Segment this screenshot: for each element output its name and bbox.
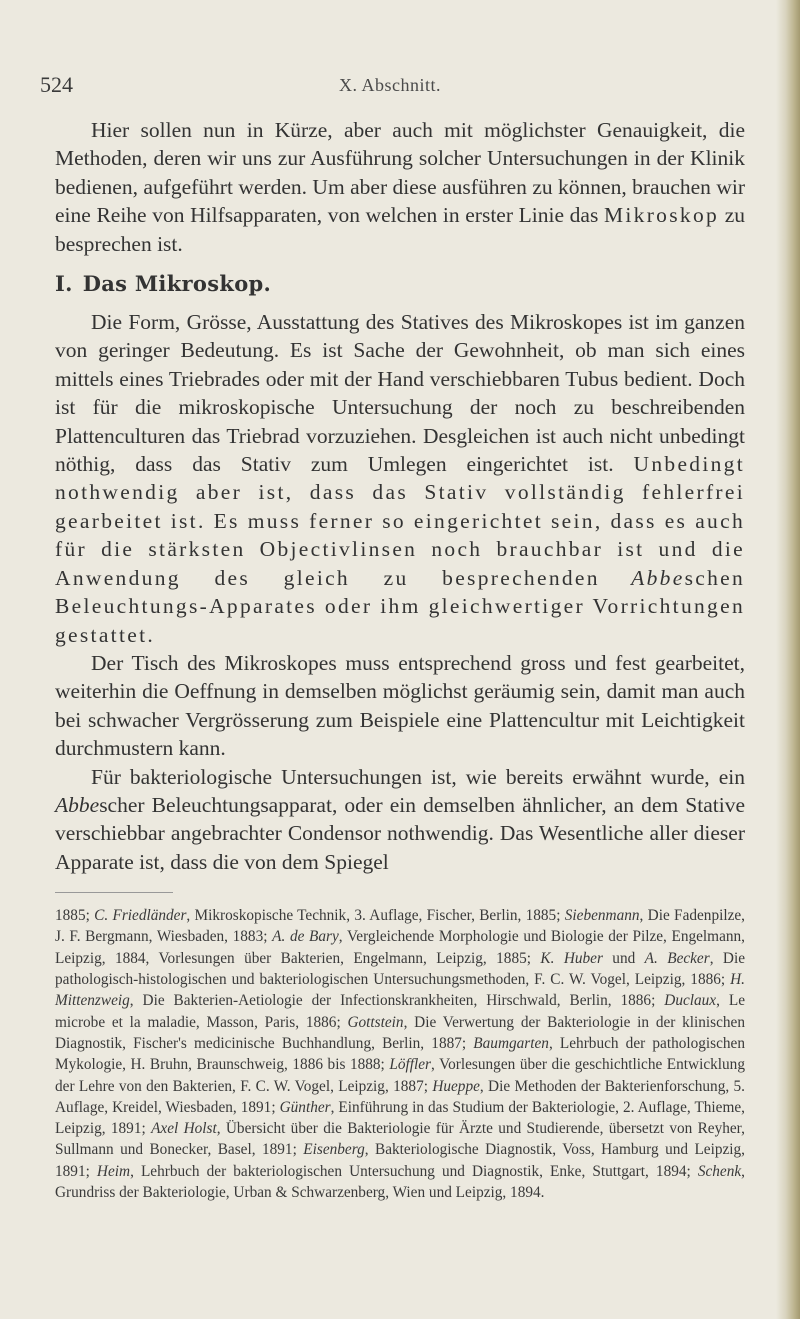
spaced-term-mikroskop: Mikroskop xyxy=(603,203,720,228)
intro-text: Hier sollen nun in Kürze, aber auch mit möglichster Genauigkeit, die Methoden, deren wir uns zur Ausführung solcher Untersuchungen in der Klinik bedienen, aufgeführt werden. Um aber diese ausführen zu können, brauchen wir eine Reihe von Hilfsapparaten, von welchen in erster Linie das xyxy=(55,118,745,228)
footnote-text: , Die Bakterien-Aetiologie der Infectionskrankheiten, Hirschwald, Berlin, 1886; xyxy=(129,992,665,1010)
footnote-author: Löffler xyxy=(389,1056,431,1074)
footnote-rule xyxy=(55,892,173,893)
footnote-author: Axel Holst xyxy=(151,1120,217,1138)
beleuchtung-text-b: scher Beleuchtungsapparat, oder ein demselben ähnlicher, an dem Stative verschiebbar angebrachter Condensor nothwendig. Das Wesentliche aller dieser Apparate ist, dass die von dem Spiegel xyxy=(55,792,745,874)
footnote-text: , Die Verwertung der Bakteriologie in der klinischen Diagnostik, Fischer's medicinische Buchhandlung, Berlin, 1887; xyxy=(55,1013,745,1052)
footnote-text: , Die Fadenpilze, J. F. Bergmann, Wiesbaden, 1883; xyxy=(55,907,745,946)
footnote-author: Schenk xyxy=(697,1162,742,1180)
author-abbe-2: Abbe xyxy=(55,792,100,817)
page-edge-shadow xyxy=(776,0,800,1319)
beleuchtung-text-a: Für bakteriologische Untersuchungen ist, wie bereits erwähnt wurde, ein xyxy=(91,764,745,789)
footnote-text: , Mikroskopische Technik, 3. Auflage, Fischer, Berlin, 1885; xyxy=(186,907,565,925)
tisch-paragraph: Der Tisch des Mikroskopes muss entsprechend gross und fest gearbeitet, weiterhin die Oeffnung in demselben möglichst geräumig sein, damit man auch bei schwacher Vergrösserung zum Beispiele eine Plattencultur mit Leichtigkeit durchmustern kann. xyxy=(55,650,745,761)
footnote-author: Duclaux xyxy=(664,992,717,1010)
footnote-author: A. Becker xyxy=(644,949,710,967)
footnote-text: , Einführung in das Studium der Bakteriologie, 2. Auflage, Thieme, Leipzig, 1891; xyxy=(55,1098,745,1138)
footnote-author: Hueppe xyxy=(432,1077,480,1095)
footnote-author: Heim xyxy=(96,1162,131,1180)
stativ-text: Die Form, Grösse, Ausstattung des Statives des Mikroskopes ist im ganzen von geringer Bedeutung. Es ist Sache der Gewohnheit, ob man sich eines mittels eines Triebrades oder mit der Hand verschiebbaren Tubus bedient. Doch ist für die mikroskopische Untersuchung der noch zu beschreibenden Plattenculturen das Triebrad vorzuziehen. Desgleichen ist auch nicht unbedingt nöthig, dass das Stativ zum Umlegen eingerichtet ist. xyxy=(55,310,745,477)
footnote-author: C. Friedländer xyxy=(94,907,187,925)
footnote-text: , Grundriss der Bakteriologie, Urban & Schwarzenberg, Wien und Leipzig, 1894. xyxy=(55,1162,745,1202)
footnote-text: und xyxy=(602,949,645,967)
footnote-author: Eisenberg xyxy=(303,1141,365,1159)
intro-text-end: zu besprechen ist. xyxy=(55,203,746,256)
footnote-text: , Vergleichende Morphologie und Biologie der Pilze, Engelmann, Leipzig, 1884, Vorlesungen über Bakterien, Engelmann, Leipzig, 1885; xyxy=(55,928,745,967)
footnote-text: , Lehrbuch der pathologischen Mykologie, H. Bruhn, Braunschweig, 1886 bis 1888; xyxy=(55,1034,745,1074)
footnote-text: 1885; xyxy=(55,907,95,925)
footnote xyxy=(55,905,745,1203)
footnote-text: , Übersicht über die Bakteriologie für Ärzte und Studierende, übersetzt von Reyher, Sullmann und Bonecker, Basel, 1891; xyxy=(55,1120,745,1159)
section-number: I. xyxy=(55,271,73,297)
footnote-author: A. de Bary xyxy=(272,928,339,946)
footnote-text: , Vorlesungen über die geschichtliche Entwicklung der Lehre von den Bakterien, F. C. W. Vogel, Leipzig, 1887; xyxy=(55,1056,745,1095)
footnote-author: Baumgarten xyxy=(473,1034,549,1052)
footnote-author: Siebenmann xyxy=(564,907,640,925)
footnote-author: Günther xyxy=(279,1098,331,1116)
author-abbe: Abbe xyxy=(631,565,685,590)
section-title: Das Mikroskop. xyxy=(82,271,272,297)
page-header xyxy=(40,72,740,102)
spaced-emphasis-b: schen Beleuchtungs-Apparates oder ihm gleichwertiger Vorrichtungen gestattet. xyxy=(55,565,746,647)
footnote-text: , Bakteriologische Diagnostik, Voss, Hamburg und Leipzig, 1891; xyxy=(55,1141,745,1180)
footnote-text: , Lehrbuch der bakteriologischen Untersuchung und Diagnostik, Enke, Stuttgart, 1894; xyxy=(130,1162,698,1180)
footnote-text: , Die Methoden der Bakterienforschung, 5. Auflage, Kreidel, Wiesbaden, 1891; xyxy=(55,1077,745,1116)
footnote-text: , Le microbe et la maladie, Masson, Paris, 1886; xyxy=(55,992,745,1031)
body-text xyxy=(55,116,745,1203)
footnote-author: Gottstein xyxy=(347,1013,404,1031)
running-head: X. Abschnitt. xyxy=(338,75,441,95)
spaced-emphasis-a: Unbedingt nothwendig aber ist, dass das Stativ vollständig fehlerfrei gearbeitet ist. Es muss ferner so eingerichtet sein, dass es auch für die stärksten Objectivlinsen noch brauchbar ist und die Anwendung des gleich zu besprechenden xyxy=(55,452,745,590)
stativ-paragraph xyxy=(55,308,745,649)
footnote-author: K. Huber xyxy=(540,949,603,967)
footnote-text: , Die pathologisch-histologischen und bakteriologischen Untersuchungsmethoden, F. C. W. Vogel, Leipzig, 1886; xyxy=(55,949,745,989)
beleuchtung-paragraph xyxy=(55,763,745,877)
intro-paragraph xyxy=(55,116,745,258)
section-heading xyxy=(55,270,745,298)
footnote-author: H. Mittenzweig xyxy=(55,971,745,1010)
page-number: 524 xyxy=(40,72,73,97)
